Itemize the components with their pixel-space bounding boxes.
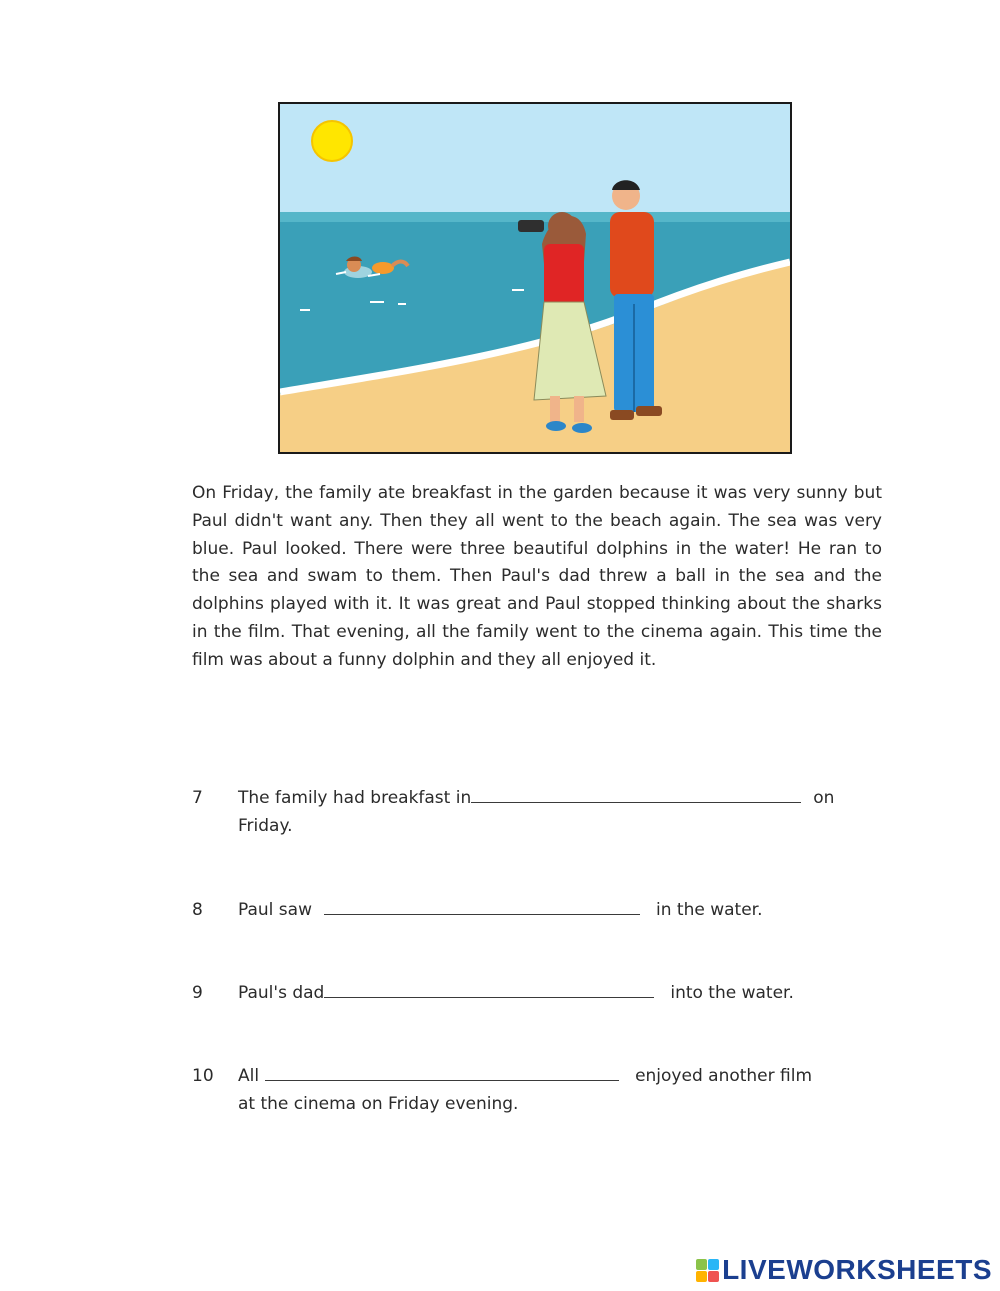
question-text-after: on xyxy=(813,788,835,808)
brand-tile xyxy=(708,1259,719,1270)
question-text-after: into the water. xyxy=(670,983,794,1003)
brand-tile xyxy=(696,1271,707,1282)
beach-scene-illustration xyxy=(278,102,792,454)
question-10 xyxy=(192,1062,882,1122)
question-text-line2: at the cinema on Friday evening. xyxy=(238,1094,519,1114)
question-8 xyxy=(192,896,882,926)
question-text-line2: Friday. xyxy=(238,816,293,836)
beach-scene-svg xyxy=(280,104,790,452)
question-number: 9 xyxy=(192,983,203,1003)
story-paragraph: On Friday, the family ate breakfast in the garden because it was very sunny but Paul didn't want any. Then they all went to the beach again. The sea was very blue. Paul looked. There were three beautiful dolphins in the water! He ran to the sea and swam to them. Then Paul's dad threw a ball in the sea and the dolphins played with it. It was great and Paul stopped thinking about the sharks in the film. That evening, all the family went to the cinema again. This time the film was about a funny dolphin and they all enjoyed it. xyxy=(192,483,882,670)
answer-blank-7[interactable] xyxy=(471,784,801,803)
brand-tile xyxy=(696,1259,707,1270)
question-7 xyxy=(192,784,882,844)
question-text-before: Paul saw xyxy=(238,900,312,920)
question-number: 8 xyxy=(192,900,203,920)
question-text-before: Paul's dad xyxy=(238,983,325,1003)
question-text-before: The family had breakfast in xyxy=(238,788,472,808)
question-text-after: enjoyed another film xyxy=(635,1066,813,1086)
question-number: 7 xyxy=(192,788,203,808)
question-9 xyxy=(192,979,882,1009)
answer-blank-9[interactable] xyxy=(324,979,654,998)
answer-blank-10[interactable] xyxy=(265,1062,619,1081)
answer-blank-8[interactable] xyxy=(324,896,640,915)
question-text-before: All xyxy=(238,1066,260,1086)
liveworksheets-logo xyxy=(696,1254,992,1286)
question-number: 10 xyxy=(192,1066,214,1086)
brand-name: LIVEWORKSHEETS xyxy=(722,1254,992,1285)
brand-tile xyxy=(708,1271,719,1282)
question-text-after: in the water. xyxy=(656,900,763,920)
brand-tiles-icon xyxy=(696,1259,719,1282)
